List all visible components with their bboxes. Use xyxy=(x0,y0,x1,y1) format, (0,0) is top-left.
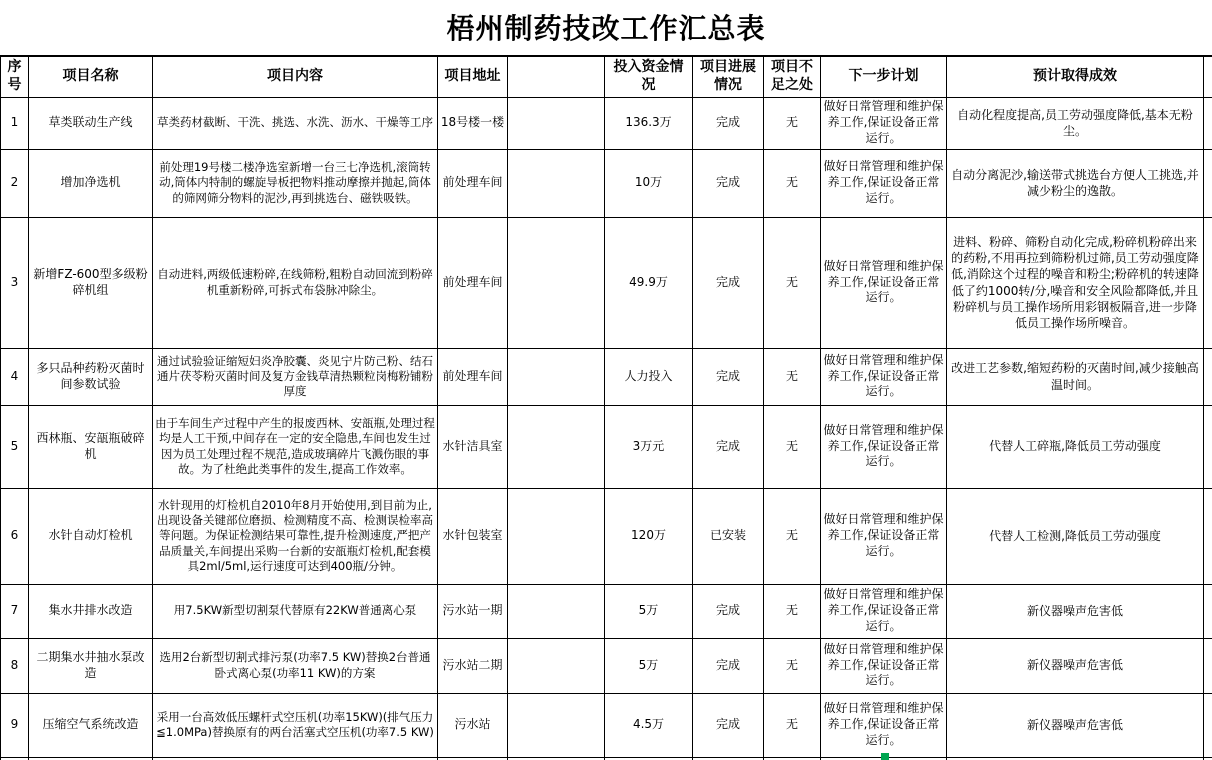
cell-project-address: 污水站 xyxy=(438,693,508,757)
cell-edge-sliver xyxy=(1204,217,1212,348)
cell-empty xyxy=(508,348,605,405)
cell-edge-sliver xyxy=(1204,348,1212,405)
table-row xyxy=(1,348,1212,405)
cell-project-content: 通过试验验证缩短妇炎净胶囊、炎见宁片防己粉、结石通片茯苓粉灭菌时间及复方金钱草清热颗粒岗梅粉铺粉厚度 xyxy=(153,348,438,405)
cell-expected-result: 代替人工检测,降低员工劳动强度 xyxy=(947,488,1204,584)
cell-project-address: 18号楼一楼 xyxy=(438,97,508,149)
cell-serial: 7 xyxy=(1,584,29,638)
cell-project-address: 污水站二期 xyxy=(438,638,508,693)
cell-project-name: 增加净选机 xyxy=(29,149,153,217)
cell-project-name: 集水井排水改造 xyxy=(29,584,153,638)
header-project-name: 项目名称 xyxy=(29,56,153,97)
cell-project-address: 前处理车间 xyxy=(438,217,508,348)
cell-empty xyxy=(508,97,605,149)
cell-expected-result: 代替人工碎瓶,降低员工劳动强度 xyxy=(947,405,1204,488)
cell-expected-result: 自动化程度提高,员工劳动强度降低,基本无粉尘。 xyxy=(947,97,1204,149)
cell-next-plan: 做好日常管理和维护保养工作,保证设备正常运行。 xyxy=(821,405,947,488)
cell-empty xyxy=(508,217,605,348)
cell-investment: 3万元 xyxy=(605,405,693,488)
cell-project-name: 压缩空气系统改造 xyxy=(29,693,153,757)
cell-next-plan: 做好日常管理和维护保养工作,保证设备正常运行。 xyxy=(821,584,947,638)
cell-next-plan: 做好日常管理和维护保养工作,保证设备正常运行。 xyxy=(821,149,947,217)
cell-shortcoming: 无 xyxy=(764,97,821,149)
cell-expected-result: 改进工艺参数,缩短药粉的灭菌时间,减少接触高温时间。 xyxy=(947,348,1204,405)
cell-progress: 完成 xyxy=(693,217,764,348)
cell-edge-sliver xyxy=(1204,405,1212,488)
cell-project-address: 水针包装室 xyxy=(438,488,508,584)
cell-expected-result: 进料、粉碎、筛粉自动化完成,粉碎机粉碎出来的药粉,不用再拉到筛粉机过筛,员工劳动强度降低,消除这个过程的噪音和粉尘;粉碎机的转速降低了约1000转/分,噪音和安全风险都降低,并且粉碎机与员工操作场所用彩钢板隔音,进一步降低员工操作场所噪音。 xyxy=(947,217,1204,348)
cell-progress: 完成 xyxy=(693,405,764,488)
cell-investment: 49.9万 xyxy=(605,217,693,348)
cell-serial: 6 xyxy=(1,488,29,584)
cell-investment: 5万 xyxy=(605,638,693,693)
header-progress: 项目进展情况 xyxy=(693,56,764,97)
header-project-address: 项目地址 xyxy=(438,56,508,97)
cell-serial: 5 xyxy=(1,405,29,488)
cell-project-content: 选用2台新型切割式排污泵(功率7.5 KW)替换2台普通卧式离心泵(功率11 KW)的方案 xyxy=(153,638,438,693)
header-empty xyxy=(508,56,605,97)
cell-project-name: 水针自动灯检机 xyxy=(29,488,153,584)
table-row xyxy=(1,584,1212,638)
header-shortcomings: 项目不足之处 xyxy=(764,56,821,97)
header-expected-results: 预计取得成效 xyxy=(947,56,1204,97)
cell-empty xyxy=(508,405,605,488)
cell-investment: 5万 xyxy=(605,584,693,638)
cell-shortcoming: 无 xyxy=(764,693,821,757)
cell-shortcoming: 无 xyxy=(764,405,821,488)
cell-next-plan: 做好日常管理和维护保养工作,保证设备正常运行。 xyxy=(821,97,947,149)
cell-shortcoming: 无 xyxy=(764,584,821,638)
header-investment: 投入资金情况 xyxy=(605,56,693,97)
cell-serial: 3 xyxy=(1,217,29,348)
header-serial: 序号 xyxy=(1,56,29,97)
table-row xyxy=(1,217,1212,348)
header-project-content: 项目内容 xyxy=(153,56,438,97)
summary-table xyxy=(0,55,1212,760)
cell-edge-sliver xyxy=(1204,149,1212,217)
cell-shortcoming: 无 xyxy=(764,149,821,217)
cell-empty xyxy=(508,584,605,638)
cell-investment: 人力投入 xyxy=(605,348,693,405)
cell-project-content: 前处理19号楼二楼净选室新增一台三七净选机,滚筒转动,筒体内特制的螺旋导板把物料推动摩擦并抛起,筒体的筛网筛分物料的泥沙,再到挑选台、磁铁吸铁。 xyxy=(153,149,438,217)
cell-investment: 136.3万 xyxy=(605,97,693,149)
cell-next-plan: 做好日常管理和维护保养工作,保证设备正常运行。 xyxy=(821,348,947,405)
cell-serial: 8 xyxy=(1,638,29,693)
cell-expected-result: 自动分离泥沙,输送带式挑选台方便人工挑选,并减少粉尘的逸散。 xyxy=(947,149,1204,217)
cell-shortcoming: 无 xyxy=(764,488,821,584)
cell-progress: 完成 xyxy=(693,638,764,693)
cell-empty xyxy=(508,693,605,757)
cell-expected-result: 新仪器噪声危害低 xyxy=(947,584,1204,638)
cell-next-plan: 做好日常管理和维护保养工作,保证设备正常运行。 xyxy=(821,488,947,584)
cell-investment: 10万 xyxy=(605,149,693,217)
cell-serial: 4 xyxy=(1,348,29,405)
cell-empty xyxy=(508,149,605,217)
cell-next-plan: 做好日常管理和维护保养工作,保证设备正常运行。 xyxy=(821,693,947,757)
cell-edge-sliver xyxy=(1204,638,1212,693)
table-row xyxy=(1,97,1212,149)
table-row xyxy=(1,149,1212,217)
cell-project-name: 西林瓶、安瓿瓶破碎机 xyxy=(29,405,153,488)
header-next-plan: 下一步计划 xyxy=(821,56,947,97)
cell-shortcoming: 无 xyxy=(764,217,821,348)
cell-project-name: 二期集水井抽水泵改造 xyxy=(29,638,153,693)
table-row xyxy=(1,638,1212,693)
cell-expected-result: 新仪器噪声危害低 xyxy=(947,638,1204,693)
cell-progress: 完成 xyxy=(693,693,764,757)
cell-serial: 2 xyxy=(1,149,29,217)
page-title: 梧州制药技改工作汇总表 xyxy=(446,12,766,45)
cell-edge-sliver xyxy=(1204,584,1212,638)
cell-edge-sliver xyxy=(1204,97,1212,149)
cell-investment: 120万 xyxy=(605,488,693,584)
cell-progress: 完成 xyxy=(693,348,764,405)
cell-progress: 完成 xyxy=(693,584,764,638)
cell-expected-result: 新仪器噪声危害低 xyxy=(947,693,1204,757)
cell-project-address: 污水站一期 xyxy=(438,584,508,638)
cell-empty xyxy=(508,638,605,693)
cell-shortcoming: 无 xyxy=(764,638,821,693)
cell-project-name: 新增FZ-600型多级粉碎机组 xyxy=(29,217,153,348)
table-row xyxy=(1,488,1212,584)
cell-project-content: 采用一台高效低压螺杆式空压机(功率15KW)(排气压力≦1.0MPa)替换原有的两台活塞式空压机(功率7.5 KW) xyxy=(153,693,438,757)
cell-project-address: 前处理车间 xyxy=(438,149,508,217)
cell-project-address: 前处理车间 xyxy=(438,348,508,405)
cell-serial: 9 xyxy=(1,693,29,757)
table-row xyxy=(1,405,1212,488)
fill-handle[interactable] xyxy=(881,753,889,760)
cell-progress: 已安装 xyxy=(693,488,764,584)
cell-investment: 4.5万 xyxy=(605,693,693,757)
header-edge-sliver xyxy=(1204,56,1212,97)
cell-progress: 完成 xyxy=(693,97,764,149)
cell-project-address: 水针洁具室 xyxy=(438,405,508,488)
cell-edge-sliver xyxy=(1204,693,1212,757)
cell-project-name: 草类联动生产线 xyxy=(29,97,153,149)
cell-empty xyxy=(508,488,605,584)
cell-project-content: 自动进料,两级低速粉碎,在线筛粉,粗粉自动回流到粉碎机重新粉碎,可拆式布袋脉冲除尘。 xyxy=(153,217,438,348)
cell-shortcoming: 无 xyxy=(764,348,821,405)
cell-project-content: 草类药材截断、干洗、挑选、水洗、沥水、干燥等工序 xyxy=(153,97,438,149)
cell-next-plan: 做好日常管理和维护保养工作,保证设备正常运行。 xyxy=(821,638,947,693)
cell-progress: 完成 xyxy=(693,149,764,217)
cell-edge-sliver xyxy=(1204,488,1212,584)
cell-project-name: 多只品种药粉灭菌时间参数试验 xyxy=(29,348,153,405)
cell-project-content: 用7.5KW新型切割泵代替原有22KW普通离心泵 xyxy=(153,584,438,638)
cell-project-content: 由于车间生产过程中产生的报废西林、安瓿瓶,处理过程均是人工干预,中间存在一定的安全隐患,车间也发生过因为员工处理过程不规范,造成玻璃碎片飞溅伤眼的事故。为了杜绝此类事件的发生,提高工作效率。 xyxy=(153,405,438,488)
cell-next-plan: 做好日常管理和维护保养工作,保证设备正常运行。 xyxy=(821,217,947,348)
cell-project-content: 水针现用的灯检机自2010年8月开始使用,到目前为止,出现设备关键部位磨损、检测精度不高、检测误检率高等问题。为保证检测结果可靠性,提升检测速度,严把产品质量关,车间提出采购一台新的安瓿瓶灯检机,配套模具2ml/5ml,运行速度可达到400瓶/分钟。 xyxy=(153,488,438,584)
cell-serial: 1 xyxy=(1,97,29,149)
table-row xyxy=(1,693,1212,757)
header-row xyxy=(1,56,1212,97)
